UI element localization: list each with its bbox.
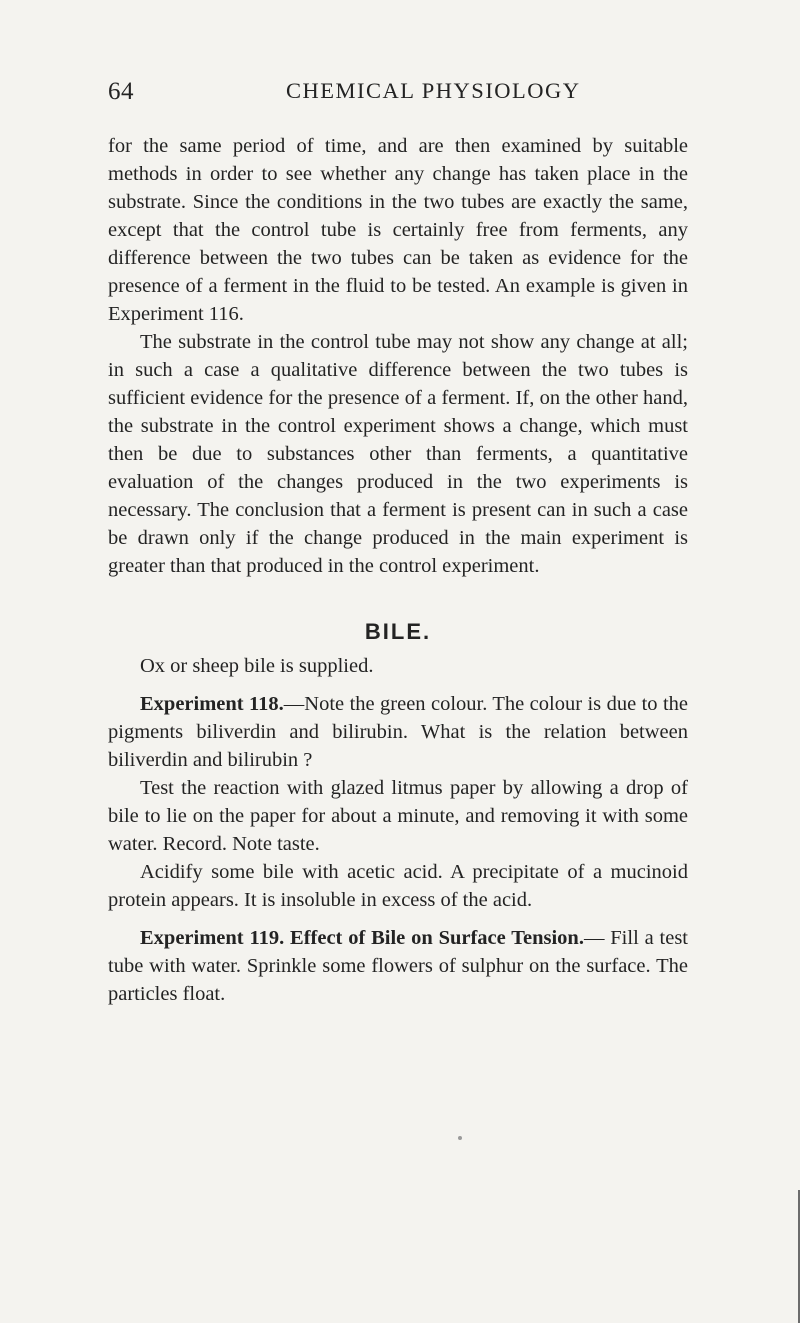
experiment-118-text: —Note the green colour. The colour is due to the pigments biliverdin and bilirubin. What is the relation between biliverdin and bilirubin ? bbox=[108, 693, 688, 771]
paragraph-continued: for the same period of time, and are then examined by suitable methods in order to see whether any change has taken place in the substrate. Since the conditions in the two tubes are exactly the same, except that the control tube is certainly free from ferments, any difference between the two tubes can be taken as evidence for the presence of a ferment in the fluid to be tested. An example is given in Experiment 116. bbox=[108, 135, 688, 325]
paragraph-experiment-119 bbox=[108, 924, 688, 1008]
body-text bbox=[108, 132, 688, 1008]
paper-speck bbox=[458, 1136, 462, 1140]
paragraph-bile-supplied: Ox or sheep bile is supplied. bbox=[140, 655, 374, 677]
experiment-119-label: Experiment 119. Effect of Bile on Surface Tension. bbox=[140, 927, 584, 949]
experiment-119-text: — Fill a test tube with water. Sprinkle some flowers of sulphur on the surface. The particles float. bbox=[108, 927, 688, 1005]
section-heading-bile: BILE. bbox=[364, 619, 432, 644]
paragraph-control-tube: The substrate in the control tube may not show any change at all; in such a case a qualitative difference between the two tubes is sufficient evidence for the presence of a ferment. If, on the other hand, the substrate in the control experiment shows a change, which must then be due to substances other than ferments, a quantitative evaluation of the changes produced in the two experiments is necessary. The conclusion that a ferment is present can in such a case be drawn only if the change produced in the main experiment is greater than that produced in the control experiment. bbox=[108, 331, 688, 577]
paragraph-acidify-bile: Acidify some bile with acetic acid. A precipitate of a mucinoid protein appears. It is insoluble in excess of the acid. bbox=[108, 861, 688, 911]
page-number: 64 bbox=[108, 78, 134, 105]
running-title: CHEMICAL PHYSIOLOGY bbox=[286, 78, 581, 103]
running-head bbox=[108, 78, 688, 112]
paragraph-litmus-test: Test the reaction with glazed litmus paper by allowing a drop of bile to lie on the paper for about a minute, and removing it with some water. Record. Note taste. bbox=[108, 777, 688, 855]
experiment-118-label: Experiment 118. bbox=[140, 693, 284, 715]
paragraph-experiment-118 bbox=[108, 690, 688, 774]
